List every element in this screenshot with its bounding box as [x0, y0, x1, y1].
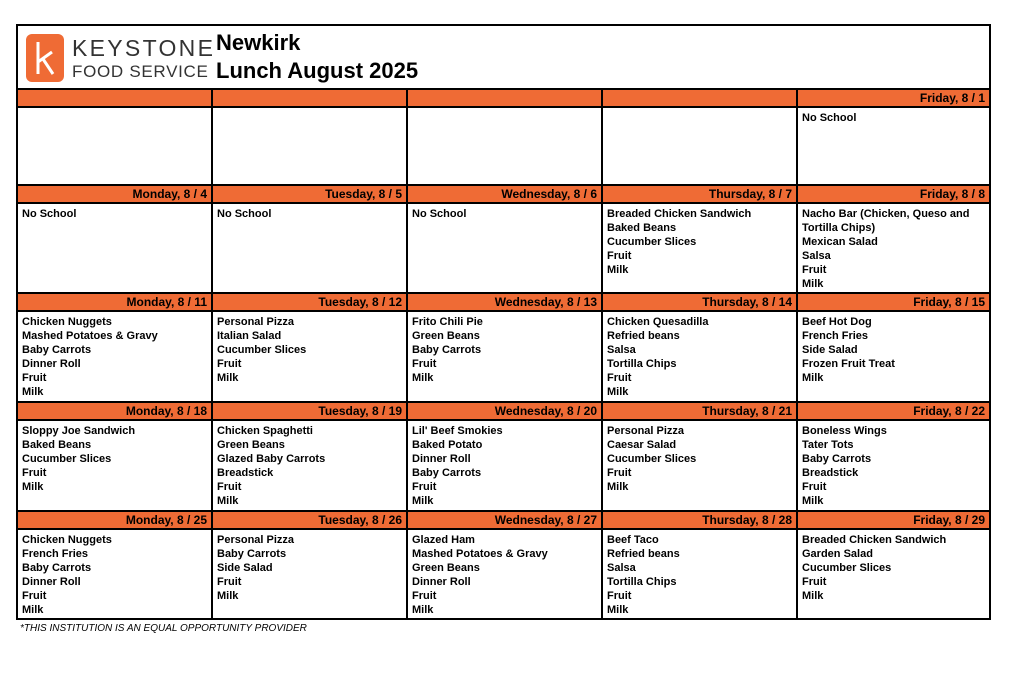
day-menu: [213, 204, 406, 221]
menu-item: Milk: [217, 495, 239, 507]
menu-item: Tater Tots: [802, 439, 854, 451]
menu-item: Baby Carrots: [22, 344, 92, 356]
day-cell: [798, 186, 989, 292]
day-menu: [798, 421, 989, 508]
day-menu: [603, 530, 796, 617]
menu-item: Refried beans: [607, 330, 680, 342]
day-cell: [408, 512, 603, 620]
menu-item: Milk: [412, 495, 434, 507]
menu-item: Milk: [412, 372, 434, 384]
menu-item: Fruit: [217, 481, 242, 493]
menu-item: Tortilla Chips: [607, 576, 677, 588]
menu-calendar: [16, 24, 991, 620]
menu-item: Milk: [217, 372, 239, 384]
day-cell: [213, 90, 408, 184]
menu-item: Green Beans: [217, 439, 285, 451]
day-cell: [603, 90, 798, 184]
day-header: Thursday, 8 / 21: [603, 403, 796, 421]
menu-item: Breaded Chicken Sandwich: [607, 208, 752, 220]
day-menu: [213, 108, 406, 111]
menu-item: Caesar Salad: [607, 439, 677, 451]
day-cell: [18, 90, 213, 184]
menu-item: Baked Potato: [412, 439, 483, 451]
day-cell: [213, 403, 408, 510]
menu-item: Fruit: [22, 467, 47, 479]
day-menu: [603, 108, 796, 111]
day-menu: [798, 312, 989, 385]
menu-item: Milk: [22, 386, 44, 398]
menu-item: Fruit: [22, 590, 47, 602]
menu-item: No School: [217, 208, 272, 220]
menu-item: Cucumber Slices: [22, 453, 112, 465]
menu-item: Breadstick: [802, 467, 859, 479]
menu-item: Fruit: [412, 590, 437, 602]
day-menu: [408, 204, 601, 221]
menu-item: Garden Salad: [802, 548, 873, 560]
menu-item: Fruit: [607, 590, 632, 602]
day-header: [213, 90, 406, 108]
menu-item: No School: [22, 208, 77, 220]
day-header: Tuesday, 8 / 5: [213, 186, 406, 204]
title-block: [216, 29, 418, 85]
menu-item: Fruit: [412, 358, 437, 370]
menu-item: Nacho Bar (Chicken, Queso and Tortilla Chips): [802, 208, 970, 234]
menu-item: Fruit: [607, 372, 632, 384]
menu-item: Baked Beans: [22, 439, 92, 451]
day-header: Friday, 8 / 1: [798, 90, 989, 108]
day-header: Monday, 8 / 4: [18, 186, 211, 204]
menu-item: Milk: [607, 386, 629, 398]
menu-item: Fruit: [802, 481, 827, 493]
calendar-grid: [18, 90, 989, 620]
menu-item: Mashed Potatoes & Gravy: [412, 548, 548, 560]
day-menu: [18, 530, 211, 617]
menu-item: Personal Pizza: [607, 425, 685, 437]
week-row: [18, 186, 989, 294]
day-cell: [603, 294, 798, 401]
menu-item: Boneless Wings: [802, 425, 887, 437]
day-header: [18, 90, 211, 108]
logo-mark: [26, 34, 64, 82]
menu-item: Baby Carrots: [412, 467, 482, 479]
menu-item: Beef Taco: [607, 534, 659, 546]
menu-item: Chicken Nuggets: [22, 316, 112, 328]
day-cell: [798, 294, 989, 401]
day-header: Thursday, 8 / 28: [603, 512, 796, 530]
menu-item: French Fries: [802, 330, 869, 342]
day-header: Friday, 8 / 22: [798, 403, 989, 421]
day-menu: [603, 204, 796, 277]
day-menu: [18, 312, 211, 399]
day-header: Friday, 8 / 8: [798, 186, 989, 204]
menu-item: Baked Beans: [607, 222, 677, 234]
menu-item: Fruit: [607, 250, 632, 262]
menu-item: Cucumber Slices: [802, 562, 892, 574]
menu-item: Baby Carrots: [217, 548, 287, 560]
day-cell: [798, 403, 989, 510]
day-header: Wednesday, 8 / 13: [408, 294, 601, 312]
day-header: Thursday, 8 / 14: [603, 294, 796, 312]
menu-item: No School: [412, 208, 467, 220]
menu-item: Breadstick: [217, 467, 274, 479]
week-row: [18, 90, 989, 186]
menu-item: Green Beans: [412, 330, 480, 342]
day-menu: [213, 421, 406, 508]
menu-item: Green Beans: [412, 562, 480, 574]
day-header: Wednesday, 8 / 20: [408, 403, 601, 421]
menu-item: Fruit: [802, 264, 827, 276]
menu-item: Cucumber Slices: [217, 344, 307, 356]
day-header: Wednesday, 8 / 6: [408, 186, 601, 204]
week-row: [18, 512, 989, 620]
menu-item: Dinner Roll: [412, 576, 471, 588]
menu-item: Frozen Fruit Treat: [802, 358, 895, 370]
day-cell: [18, 186, 213, 292]
day-cell: [213, 186, 408, 292]
school-name: Newkirk: [216, 30, 301, 55]
day-menu: [213, 312, 406, 385]
day-cell: [18, 294, 213, 401]
menu-item: Glazed Ham: [412, 534, 475, 546]
day-header: Monday, 8 / 25: [18, 512, 211, 530]
menu-item: Milk: [22, 604, 44, 616]
logo-text-food-service: FOOD SERVICE: [72, 62, 209, 81]
menu-item: Fruit: [22, 372, 47, 384]
menu-item: Fruit: [802, 576, 827, 588]
menu-title: Lunch August 2025: [216, 58, 419, 83]
menu-item: Chicken Spaghetti: [217, 425, 313, 437]
menu-item: Frito Chili Pie: [412, 316, 483, 328]
menu-item: Baby Carrots: [802, 453, 872, 465]
day-menu: [18, 108, 211, 111]
menu-item: Chicken Nuggets: [22, 534, 112, 546]
day-cell: [408, 294, 603, 401]
menu-item: No School: [802, 112, 857, 124]
menu-item: Milk: [22, 481, 44, 493]
logo-k-icon: [26, 34, 64, 82]
menu-item: Side Salad: [217, 562, 273, 574]
day-menu: [18, 204, 211, 221]
menu-item: Beef Hot Dog: [802, 316, 872, 328]
menu-item: French Fries: [22, 548, 89, 560]
menu-item: Fruit: [217, 576, 242, 588]
week-row: [18, 403, 989, 512]
day-menu: [408, 421, 601, 508]
menu-item: Chicken Quesadilla: [607, 316, 709, 328]
day-menu: [798, 108, 989, 125]
menu-item: Baby Carrots: [22, 562, 92, 574]
day-cell: [408, 90, 603, 184]
menu-item: Dinner Roll: [22, 576, 81, 588]
day-cell: [798, 512, 989, 620]
menu-item: Fruit: [412, 481, 437, 493]
menu-item: Italian Salad: [217, 330, 282, 342]
keystone-logo: [26, 34, 216, 82]
day-cell: [213, 294, 408, 401]
logo-text-keystone: KEYSTONE: [72, 35, 216, 61]
menu-item: Salsa: [802, 250, 831, 262]
menu-item: Tortilla Chips: [607, 358, 677, 370]
day-header: Thursday, 8 / 7: [603, 186, 796, 204]
menu-item: Personal Pizza: [217, 316, 295, 328]
menu-item: Glazed Baby Carrots: [217, 453, 326, 465]
menu-item: Dinner Roll: [22, 358, 81, 370]
menu-item: Mexican Salad: [802, 236, 878, 248]
day-menu: [603, 421, 796, 494]
day-cell: [603, 403, 798, 510]
week-row: [18, 294, 989, 403]
menu-item: Side Salad: [802, 344, 858, 356]
day-header: Monday, 8 / 18: [18, 403, 211, 421]
menu-item: Personal Pizza: [217, 534, 295, 546]
menu-item: Cucumber Slices: [607, 453, 697, 465]
day-header: Tuesday, 8 / 12: [213, 294, 406, 312]
day-cell: [603, 186, 798, 292]
day-menu: [408, 530, 601, 617]
menu-item: Milk: [412, 604, 434, 616]
menu-item: Salsa: [607, 562, 636, 574]
menu-item: Salsa: [607, 344, 636, 356]
day-menu: [603, 312, 796, 399]
menu-item: Milk: [607, 481, 629, 493]
day-cell: [408, 403, 603, 510]
day-header: [408, 90, 601, 108]
day-header: Tuesday, 8 / 19: [213, 403, 406, 421]
menu-item: Refried beans: [607, 548, 680, 560]
day-cell: [213, 512, 408, 620]
menu-item: Milk: [802, 372, 824, 384]
day-header: Monday, 8 / 11: [18, 294, 211, 312]
day-menu: [408, 108, 601, 111]
day-header: Friday, 8 / 15: [798, 294, 989, 312]
day-cell: [18, 403, 213, 510]
day-cell: [603, 512, 798, 620]
day-header: Tuesday, 8 / 26: [213, 512, 406, 530]
menu-item: Dinner Roll: [412, 453, 471, 465]
menu-item: Baby Carrots: [412, 344, 482, 356]
menu-item: Cucumber Slices: [607, 236, 697, 248]
menu-item: Mashed Potatoes & Gravy: [22, 330, 158, 342]
menu-item: Milk: [217, 590, 239, 602]
menu-item: Lil' Beef Smokies: [412, 425, 503, 437]
menu-item: Milk: [607, 264, 629, 276]
day-menu: [798, 530, 989, 603]
menu-item: Breaded Chicken Sandwich: [802, 534, 947, 546]
day-menu: [408, 312, 601, 385]
day-header: [603, 90, 796, 108]
menu-item: Sloppy Joe Sandwich: [22, 425, 136, 437]
menu-item: Fruit: [607, 467, 632, 479]
menu-item: Milk: [607, 604, 629, 616]
day-header: Wednesday, 8 / 27: [408, 512, 601, 530]
menu-item: Milk: [802, 590, 824, 602]
day-menu: [798, 204, 989, 291]
day-menu: [213, 530, 406, 603]
menu-header: [18, 26, 989, 90]
menu-item: Fruit: [217, 358, 242, 370]
day-cell: [408, 186, 603, 292]
menu-item: Milk: [802, 495, 824, 507]
equal-opportunity-note: *THIS INSTITUTION IS AN EQUAL OPPORTUNITY PROVIDER: [20, 623, 307, 634]
day-header: Friday, 8 / 29: [798, 512, 989, 530]
day-menu: [18, 421, 211, 494]
day-cell: [798, 90, 989, 184]
day-cell: [18, 512, 213, 620]
menu-item: Milk: [802, 278, 824, 290]
